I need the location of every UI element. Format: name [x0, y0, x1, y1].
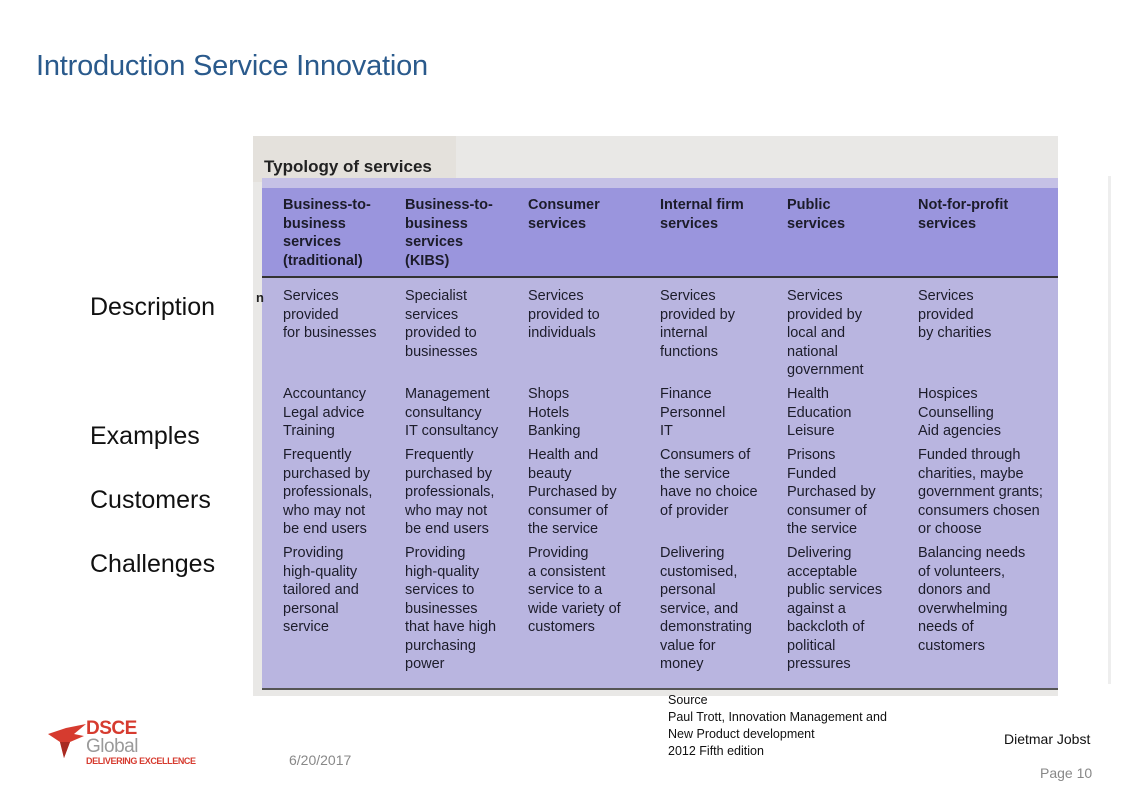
cell-examples-b2b-traditional: Accountancy Legal advice Training [283, 386, 367, 439]
cell-customers-not-for-profit: Funded through charities, maybe government grants; consumers chosen or choose [918, 447, 1043, 537]
typology-table [262, 178, 1058, 690]
cell-customers-internal: Consumers of the service have no choice of provider [660, 447, 758, 519]
slide-date: 6/20/2017 [289, 752, 352, 768]
source-line: Paul Trott, Innovation Management and [668, 710, 887, 724]
page-number: 10 [1076, 765, 1093, 781]
cell-challenges-public: Delivering acceptable public services against a backcloth of political pressures [787, 545, 883, 672]
logo-dsce: DSCE [86, 718, 137, 739]
page-label: Page [1040, 765, 1073, 781]
cell-description-consumer: Services provided to individuals [528, 288, 600, 341]
header-not-for-profit: Not-for-profit services [918, 197, 1009, 232]
header-public: Public services [787, 197, 846, 232]
table-title-tab [253, 136, 456, 182]
cell-examples-b2b-kibs: Management consultancy IT consultancy [405, 386, 499, 439]
row-label-customers: Customers [90, 486, 211, 514]
dsce-global-logo [48, 718, 208, 774]
cell-customers-public: Prisons Funded Purchased by consumer of the service [787, 447, 876, 537]
slide-title: Introduction Service Innovation [36, 50, 428, 82]
cell-description-public: Services provided by local and national government [787, 288, 864, 378]
row-label-challenges: Challenges [90, 550, 216, 578]
cell-description-b2b-kibs: Specialist services provided to businesses [405, 288, 478, 360]
author-name: Dietmar Jobst [1004, 731, 1091, 747]
logo-tagline: DELIVERING EXCELLENCE [86, 756, 196, 766]
header-consumer: Consumer services [528, 197, 600, 232]
source-line: 2012 Fifth edition [668, 744, 764, 758]
table-top-band [262, 178, 1058, 188]
cell-customers-b2b-traditional: Frequently purchased by professionals, who may not be end users [283, 447, 373, 537]
cell-challenges-b2b-kibs: Providing high-quality services to businesses that have high purchasing power [405, 545, 497, 672]
cell-challenges-consumer: Providing a consistent service to a wide variety of customers [528, 545, 621, 635]
table-title: Typology of services [264, 157, 432, 176]
header-internal-firm: Internal firm services [660, 197, 744, 232]
source-line: Source [668, 693, 708, 707]
cell-examples-internal: Finance Personnel IT [660, 386, 726, 439]
table-header-row [262, 188, 1058, 278]
scan-edge [1108, 176, 1111, 684]
cell-examples-public: Health Education Leisure [787, 386, 852, 439]
row-label-examples: Examples [90, 422, 200, 450]
row-label-description: Description [90, 293, 216, 321]
cell-challenges-internal: Delivering customised, personal service, and demonstrating value for money [660, 545, 752, 672]
cell-customers-consumer: Health and beauty Purchased by consumer of the service [528, 447, 617, 537]
bird-icon [48, 724, 88, 758]
header-b2b-traditional: Business-to- business services (traditional) [283, 197, 371, 269]
cell-description-not-for-profit: Services provided by charities [918, 288, 992, 341]
source-citation [668, 692, 887, 760]
cell-customers-b2b-kibs: Frequently purchased by professionals, who may not be end users [405, 447, 495, 537]
logo-global: Global [86, 736, 138, 757]
cell-description-internal: Services provided by internal functions [660, 288, 735, 360]
source-line: New Product development [668, 727, 815, 741]
cell-challenges-b2b-traditional: Providing high-quality tailored and personal service [283, 545, 359, 635]
header-b2b-kibs: Business-to- business services (KIBS) [405, 197, 493, 269]
cell-examples-not-for-profit: Hospices Counselling Aid agencies [918, 386, 1002, 439]
cell-description-b2b-traditional: Services provided for businesses [283, 288, 377, 341]
page-indicator [1040, 765, 1092, 781]
scan-edge-letter: n [256, 290, 264, 305]
cell-examples-consumer: Shops Hotels Banking [528, 386, 581, 439]
cell-challenges-not-for-profit: Balancing needs of volunteers, donors and overwhelming needs of customers [918, 545, 1026, 654]
